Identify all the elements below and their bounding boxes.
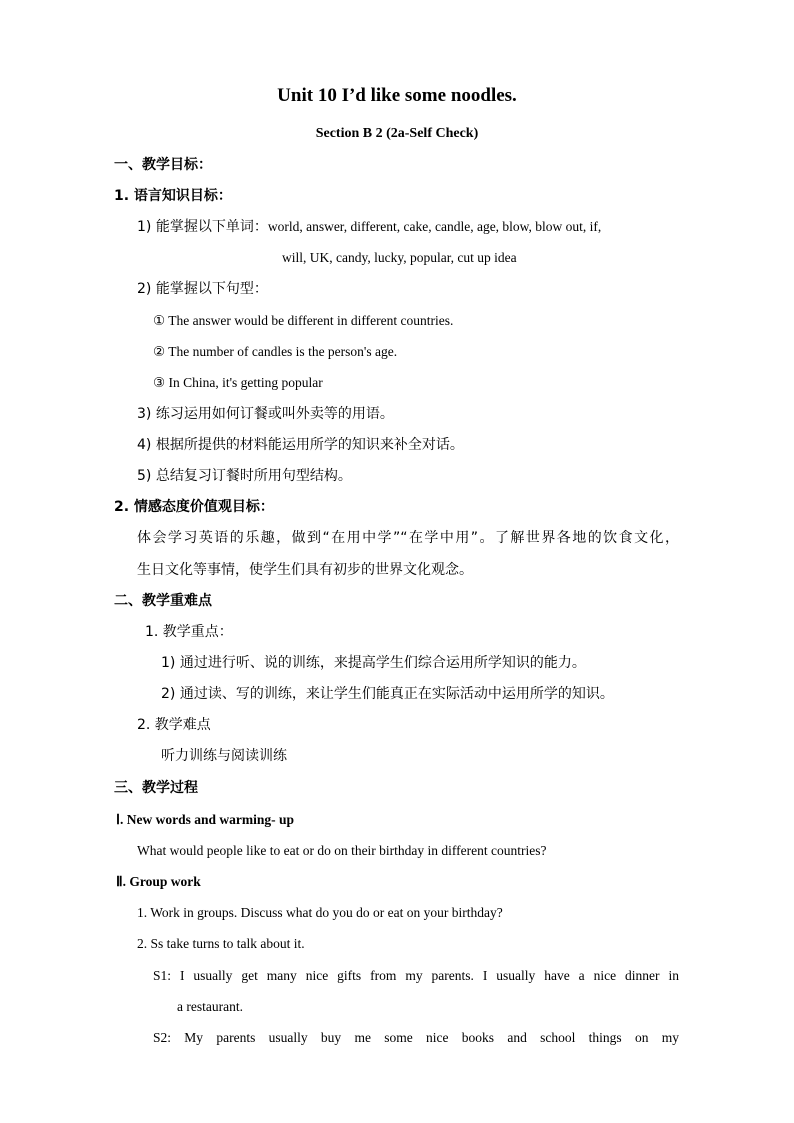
objective-item-words bbox=[137, 218, 601, 236]
process-part-heading: Ⅰ. New words and warming- up bbox=[116, 812, 294, 827]
section-heading-key-points: 二、教学重难点 bbox=[114, 593, 212, 609]
difficulty-heading: 2. 教学难点 bbox=[137, 717, 211, 733]
student-dialogue: S1: I usually get many nice gifts from my parents. I usually have a nice dinner in bbox=[153, 968, 679, 983]
vocabulary-list-continued: will, UK, candy, lucky, popular, cut up idea bbox=[282, 250, 517, 265]
focus-item: 1) 通过进行听、说的训练，来提高学生们综合运用所学知识的能力。 bbox=[161, 655, 586, 671]
process-part-text: What would people like to eat or do on their birthday in different countries? bbox=[137, 843, 547, 858]
subheading-emotional-goals: 2. 情感态度价值观目标： bbox=[114, 499, 274, 515]
document-title: Unit 10 I’d like some noodles. bbox=[277, 85, 517, 106]
objective-item: 4) 根据所提供的材料能运用所学的知识来补全对话。 bbox=[137, 437, 464, 453]
section-heading-objectives: 一、教学目标： bbox=[114, 157, 212, 173]
sentence-pattern: ③ In China, it's getting popular bbox=[153, 375, 323, 390]
emotional-goals-text: 生日文化等事情，使学生们具有初步的世界文化观念。 bbox=[137, 562, 473, 578]
subheading-language-knowledge: 1. 语言知识目标： bbox=[114, 188, 232, 204]
process-step: 1. Work in groups. Discuss what do you do or eat on your birthday? bbox=[137, 905, 503, 920]
difficulty-text: 听力训练与阅读训练 bbox=[161, 748, 287, 764]
student-dialogue: S2: My parents usually buy me some nice books and school things on my bbox=[153, 1030, 679, 1045]
sentence-pattern: ① The answer would be different in different countries. bbox=[153, 313, 454, 328]
vocabulary-list: world, answer, different, cake, candle, age, blow, blow out, if, bbox=[267, 219, 602, 234]
process-part-heading: Ⅱ. Group work bbox=[116, 874, 201, 889]
student-dialogue: a restaurant. bbox=[177, 999, 243, 1014]
objective-item-words-prefix: 1) 能掌握以下单词： bbox=[137, 219, 268, 235]
objective-item-sentences: 2) 能掌握以下句型： bbox=[137, 281, 268, 297]
objective-item: 3) 练习运用如何订餐或叫外卖等的用语。 bbox=[137, 406, 394, 422]
process-step: 2. Ss take turns to talk about it. bbox=[137, 936, 305, 951]
focus-item: 2) 通过读、写的训练，来让学生们能真正在实际活动中运用所学的知识。 bbox=[161, 686, 614, 702]
objective-item: 5) 总结复习订餐时所用句型结构。 bbox=[137, 468, 352, 484]
emotional-goals-text: 体会学习英语的乐趣，做到“在用中学”“在学中用”。了解世界各地的饮食文化， bbox=[137, 530, 679, 546]
section-heading-process: 三、教学过程 bbox=[114, 780, 198, 796]
sentence-pattern: ② The number of candles is the person's age. bbox=[153, 344, 398, 359]
document-subtitle: Section B 2 (2a-Self Check) bbox=[315, 126, 479, 141]
focus-heading: 1. 教学重点： bbox=[145, 624, 233, 640]
